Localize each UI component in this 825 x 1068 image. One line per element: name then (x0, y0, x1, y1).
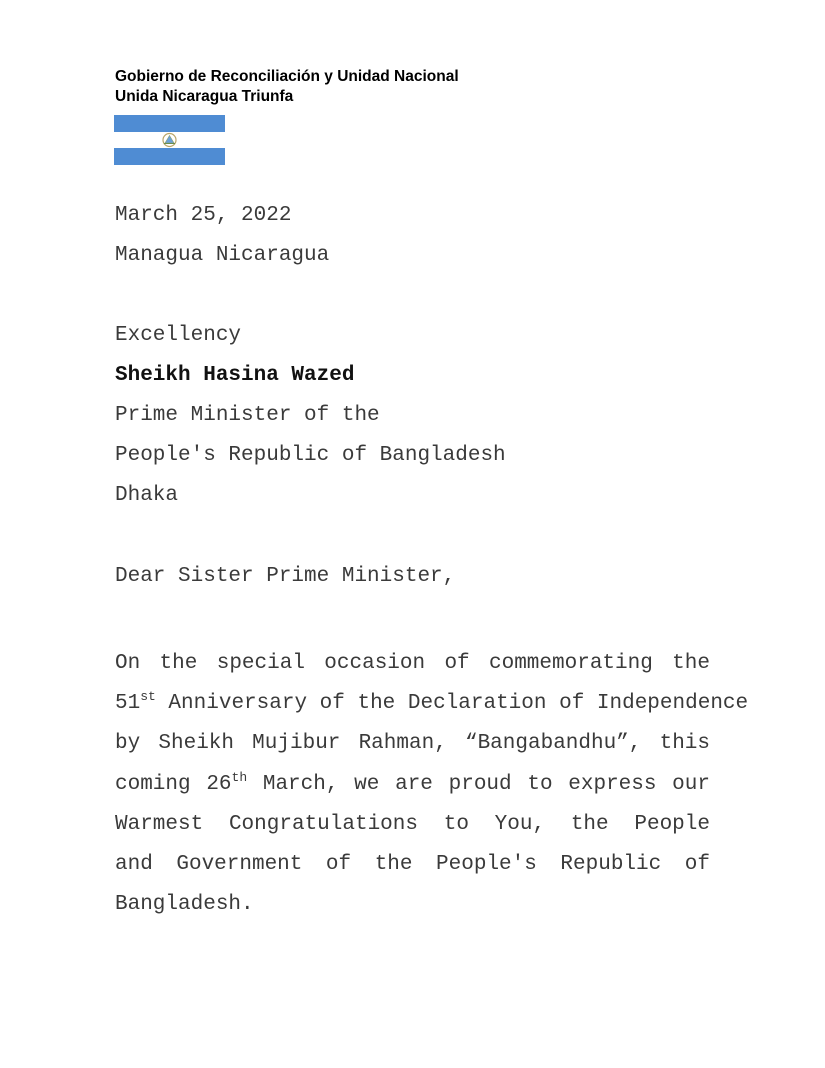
letterhead (115, 67, 459, 107)
body-line-text: coming 26 (115, 772, 232, 796)
nicaragua-flag-icon (114, 115, 225, 165)
letterhead-government-name: Gobierno de Reconciliación y Unidad Nacional (115, 68, 459, 85)
letter-body-paragraph (115, 644, 749, 925)
body-line: On the special occasion of commemorating the (115, 652, 710, 675)
ordinal-suffix: st (140, 689, 156, 705)
recipient-salutation-title: Excellency (115, 324, 242, 347)
body-line: Bangladesh. (115, 893, 254, 917)
body-line-text: Anniversary of the Declaration of Independence (155, 692, 749, 716)
body-line-text: March, we are proud to express our (247, 772, 710, 796)
letterhead-slogan: Unida Nicaragua Triunfa (115, 88, 294, 105)
body-line (115, 765, 710, 805)
recipient-name: Sheikh Hasina Wazed (115, 364, 355, 387)
recipient-title-line2: People's Republic of Bangladesh (115, 444, 506, 467)
letter-date: March 25, 2022 (115, 204, 292, 227)
body-line: by Sheikh Mujibur Rahman, “Bangabandhu”, this (115, 732, 710, 756)
recipient-city: Dhaka (115, 484, 179, 507)
recipient-title-line1: Prime Minister of the (115, 404, 380, 427)
body-line: and Government of the People's Republic of (115, 852, 710, 876)
letter-greeting: Dear Sister Prime Minister, (115, 565, 456, 588)
body-line (115, 684, 749, 724)
body-line: Warmest Congratulations to You, the People (115, 812, 710, 836)
letter-place: Managua Nicaragua (115, 244, 330, 267)
ordinal-suffix: th (231, 769, 248, 785)
anniversary-number: 51 (115, 692, 141, 716)
